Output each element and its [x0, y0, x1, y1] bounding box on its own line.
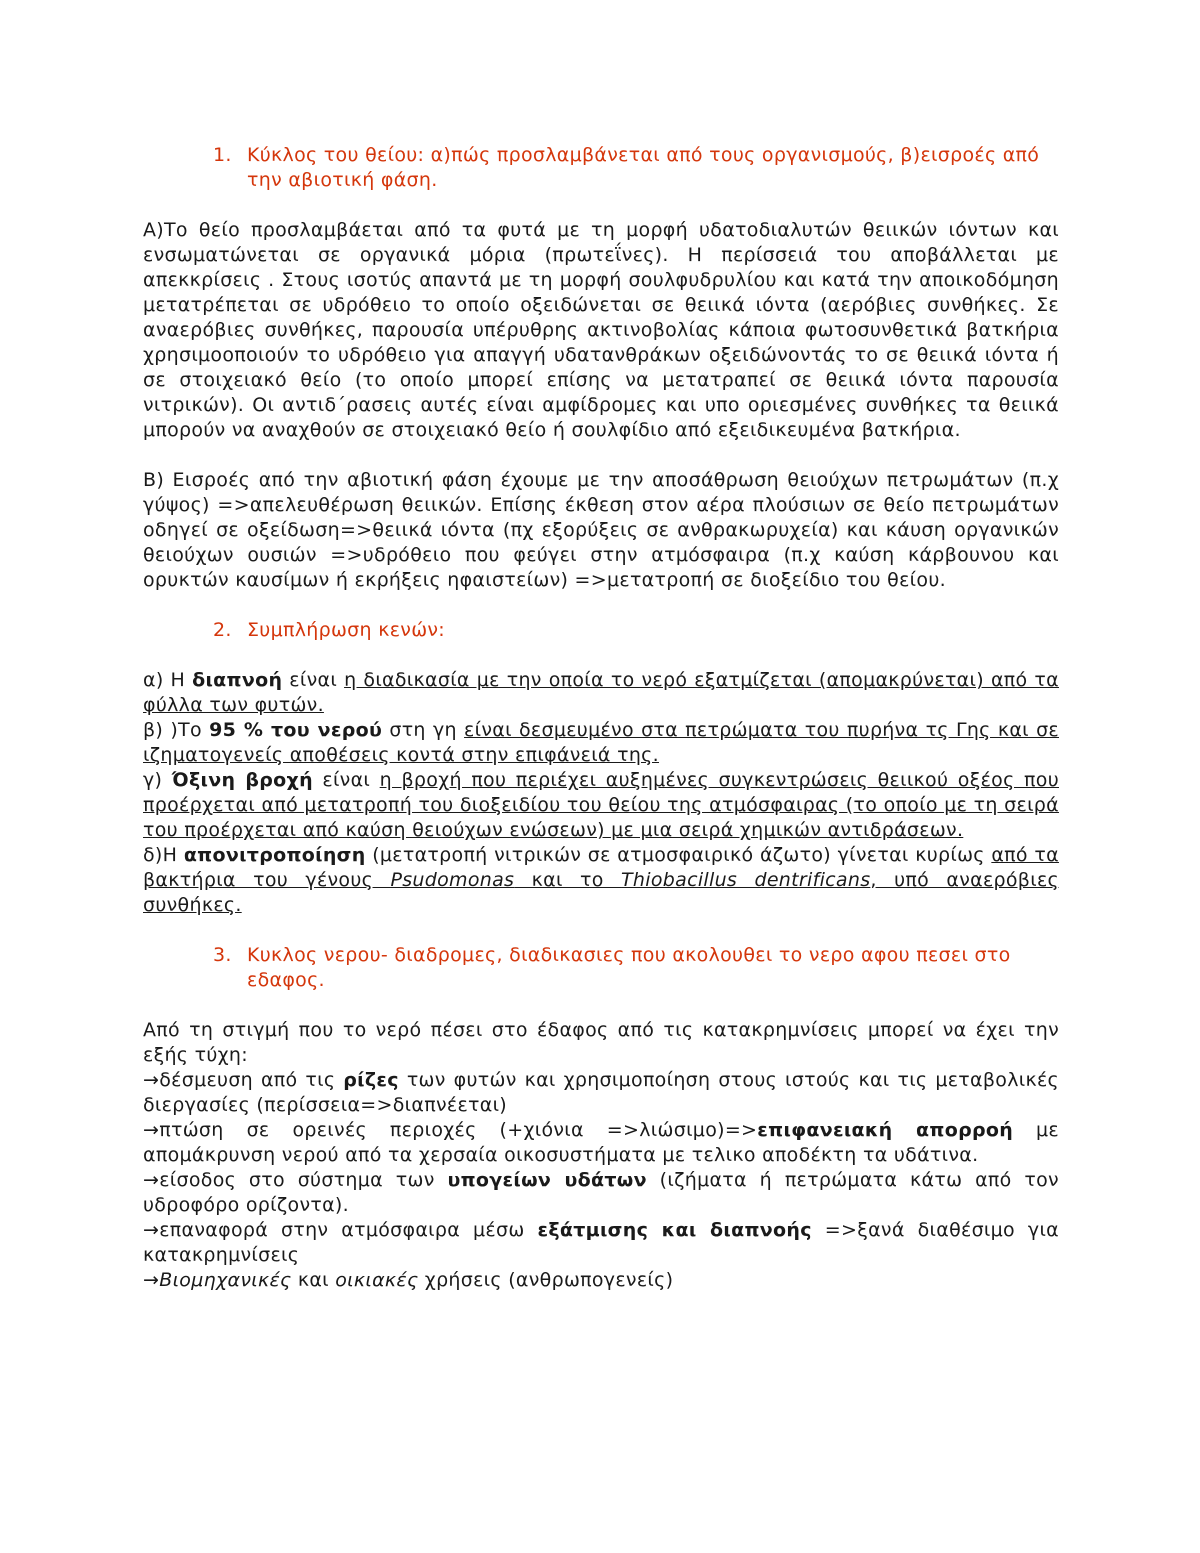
fill-a-term: διαπνοή [192, 669, 283, 691]
heading-2-number: 2. [213, 619, 232, 641]
water-path-4-post: =>ξανά διαθέσιμο για κατακρημνίσεις [143, 1219, 1060, 1266]
fill-b-mid: στη γη [382, 719, 465, 741]
fill-b-prefix: β) )Το [143, 719, 210, 741]
fill-a-mid: είναι [282, 669, 345, 691]
water-path-3-post: (ιζήματα ή πετρώματα κάτω από τον υδροφόρο ορίζοντα). [143, 1169, 1059, 1216]
fill-d-genus-1: Psudomonas [390, 869, 515, 891]
heading-2 [213, 618, 1059, 643]
paragraph-b: Β) Εισροές από την αβιοτική φάση έχουμε με την αποσάθρωση θειούχων πετρωμάτων (π.χ γύψος) =>απελευθέρωση θειικών. Επίσης έκθεση στον αέρα πλούσιων σε θείο πετρωμάτων οδηγεί σε οξείδωση=>θειικά ιόντα (πχ εξορύξεις σε ανθρακωρυχεία) και κάυση οργανικών θειούχων ουσιών =>υδρόθειο που φεύγει στην ατμόσφαιρα (π.χ καύση κάρβουνου και ορυκτών καυσίμων ή εκρήξεις ηφαιστείων) =>μετατροπή σε διοξείδιο του θείου. [143, 469, 1059, 591]
water-path-3 [143, 1168, 1059, 1218]
heading-1-number: 1. [213, 144, 232, 166]
water-path-5-post: χρήσεις (ανθρωπογενείς) [418, 1269, 674, 1291]
fill-c-term: Όξινη βροχή [171, 769, 313, 791]
water-path-3-term: υπογείων υδάτων [447, 1169, 647, 1191]
water-path-1-post: των φυτών και χρησιμοποίηση στους ιστούς και τις μεταβολικές διεργασίες (περίσσεια=>διαπνέεται) [143, 1069, 1059, 1116]
paragraph-a: Α)Το θείο προσλαμβάεται από τα φυτά με τη μορφή υδατοδιαλυτών θειικών ιόντων και ενσωματώνεται σε οργανικά μόρια (πρωτεΐνες). Η περίσσειά του αποβάλλεται με απεκκρίσεις . Στους ισοτύς απαντά με τη μορφή σουλφυδρυλίου και κατά την αποικοδόμηση μετατρέπεται σε υδρόθειο το οποίο οξειδώνεται σε θειικά ιόντα (αερόβιες συνθήκες. Σε αναερόβιες συνθήκες, παρουσία υπέρυθρης ακτινοβολίας κάποια φωτοσυνθετικά βατκήρια χρησιμοοποιούν το υδρόθειο για απαγγή υδατανθράκων οξειδώνοντάς το σε θειικά ιόντα ή σε στοιχειακό θείο (το οποίο μπορεί επίσης να μετατραπεί σε θειικά ιόντα παρουσία νιτρικών). Οι αντιδ΄ρασεις αυτές είναι αμφίδρομες και υπο οριεσμένες συνθήκες τα θειικά μπορούν να αναχθούν σε στοιχειακό θείο ή σουλφίδιο από εξειδικευμένα βατκήρια. [143, 219, 1059, 441]
water-path-3-pre: είσοδος στο σύστημα των [159, 1169, 448, 1191]
fill-d-answer-part-3: , υπό αναερόβιες συνθήκες. [143, 869, 1059, 916]
arrow-right-icon: → [143, 1269, 160, 1291]
heading-1 [213, 143, 1059, 193]
water-path-5-mid: και [291, 1269, 336, 1291]
water-path-2-term: επιφανειακή απορροή [757, 1119, 1014, 1141]
fill-d-genus-2: Thiobacillus dentrificans [621, 869, 871, 891]
fill-item-b [143, 718, 1059, 768]
heading-3 [213, 943, 1059, 993]
fill-item-d [143, 843, 1059, 918]
fill-item-a [143, 668, 1059, 718]
water-intro: Από τη στιγμή που το νερό πέσει στο έδαφος από τις κατακρημνίσεις μπορεί να έχει την εξής τύχη: [143, 1019, 1059, 1066]
water-path-4 [143, 1218, 1059, 1268]
fill-b-term: 95 % του νερού [209, 719, 383, 741]
arrow-right-icon: → [143, 1069, 160, 1091]
fill-c-answer: η βροχή που περιέχει αυξημένες συγκεντρώσεις θειικού οξέος που προέρχεται από μετατροπή του διοξειδίου του θείου της ατμόσφαιρας (το οποίο με τη σειρά του προέρχεται από καύση θειούχων ενώσεων) με μια σειρά χημικών αντιδράσεων. [143, 769, 1059, 841]
heading-1-text: Κύκλος του θείου: α)πώς προσλαμβάνεται από τους οργανισμούς, β)εισροές από την αβιοτική φάση. [247, 144, 1040, 191]
fill-c-prefix: γ) [143, 769, 172, 791]
fill-d-mid: (μετατροπή νιτρικών σε ατμοσφαιρικό άζωτο) γίνεται κυρίως [365, 844, 992, 866]
water-path-5 [143, 1268, 1059, 1293]
water-path-2-pre: πτώση σε ορεινές περιοχές (+χιόνια =>λιώσιμο)=> [159, 1119, 758, 1141]
water-path-1 [143, 1068, 1059, 1118]
fill-d-answer-part-2: και το [514, 869, 622, 891]
arrow-right-icon: → [143, 1169, 160, 1191]
water-path-5-household: οικιακές [335, 1269, 419, 1291]
fill-a-answer: η διαδικασία με την οποία το νερό εξατμίζεται (απομακρύνεται) από τα φύλλα των φυτών. [143, 669, 1059, 716]
fill-in-blanks [143, 668, 1059, 918]
fill-d-prefix: δ)Η [143, 844, 184, 866]
heading-3-number: 3. [213, 944, 232, 966]
heading-2-text: Συμπλήρωση κενών: [247, 619, 446, 641]
water-paths [143, 1018, 1059, 1293]
water-path-5-industrial: Βιομηχανικές [159, 1269, 292, 1291]
water-path-1-pre: δέσμευση από τις [159, 1069, 344, 1091]
heading-3-text: Κυκλος νερου- διαδρομες, διαδικασιες που ακολουθει το νερο αφου πεσει στο εδαφος. [247, 944, 1011, 991]
arrow-right-icon: → [143, 1119, 160, 1141]
fill-d-answer-part-1: από τα βακτήρια του γένους [143, 844, 1059, 891]
water-path-2 [143, 1118, 1059, 1168]
fill-item-c [143, 768, 1059, 843]
fill-c-mid: είναι [312, 769, 380, 791]
arrow-right-icon: → [143, 1219, 160, 1241]
fill-d-term: απονιτροποίηση [183, 844, 366, 866]
document-body [143, 143, 1059, 1318]
water-path-1-term: ρίζες [343, 1069, 399, 1091]
fill-b-answer: είναι δεσμευμένο στα πετρώματα του πυρήνα τς Γης και σε ιζηματογενείς αποθέσεις κοντά στην επιφάνειά της. [143, 719, 1059, 766]
water-path-2-post: με απομάκρυνση νερού από τα χερσαία οικοσυστήματα με τελικο αποδέκτη τα υδάτινα. [143, 1119, 1059, 1166]
fill-a-prefix: α) Η [143, 669, 193, 691]
water-path-4-term: εξάτμισης και διαπνοής [537, 1219, 812, 1241]
water-path-4-pre: επαναφορά στην ατμόσφαιρα μέσω [159, 1219, 538, 1241]
